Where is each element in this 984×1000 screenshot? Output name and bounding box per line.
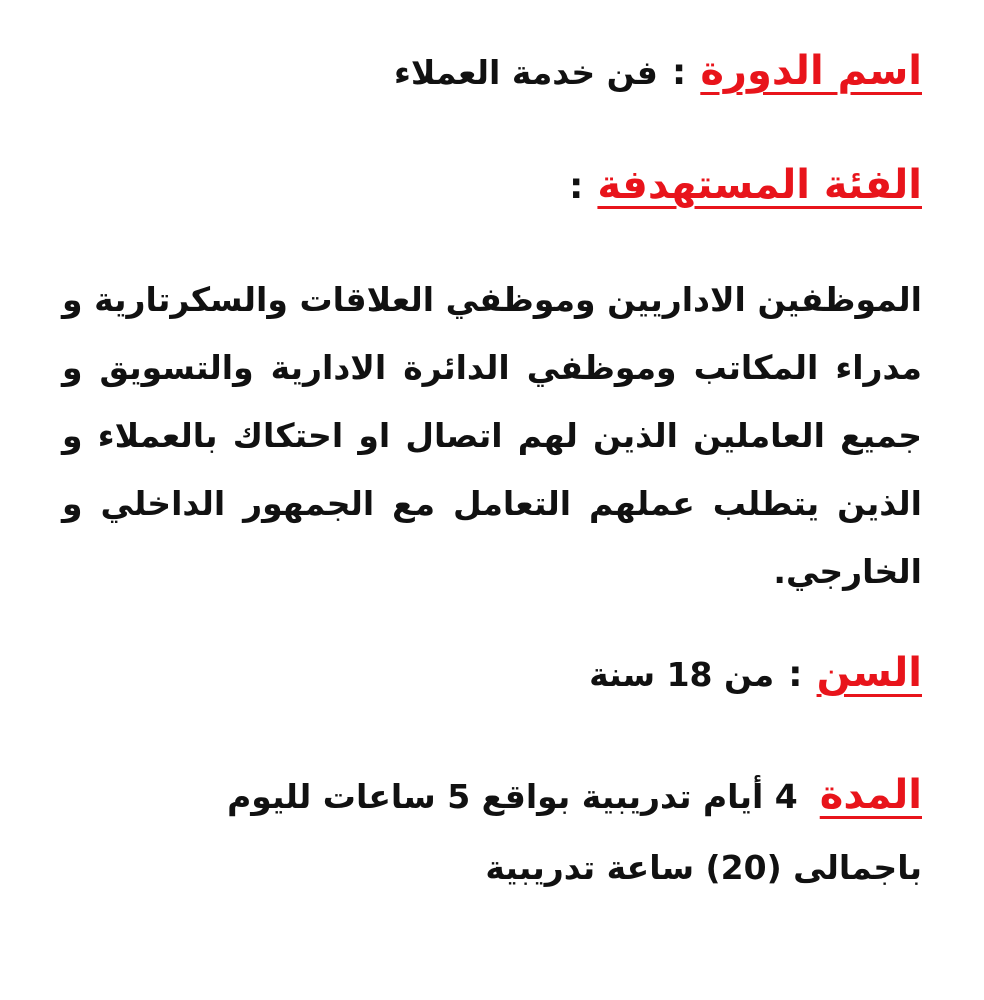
duration-value-line2: باجمالى (20) ساعة تدريبية (485, 848, 922, 887)
duration-row (227, 772, 922, 818)
course-name-row (394, 48, 922, 94)
target-group-line: مدراء المكاتب وموظفي الدائرة الادارية والتسويق و (62, 348, 922, 387)
target-group-row (555, 162, 922, 208)
target-group-separator: : (569, 166, 584, 207)
target-group-description (62, 266, 922, 606)
target-group-line: الخارجي. (773, 552, 922, 591)
course-name-label: اسم الدورة (700, 48, 922, 94)
course-name-separator: : (671, 52, 687, 93)
target-group-line: جميع العاملين الذين لهم اتصال او احتكاك بالعملاء و (62, 416, 922, 455)
duration-row-2 (485, 848, 922, 887)
age-row (589, 650, 922, 696)
age-separator: : (788, 654, 803, 695)
age-value: من 18 سنة (589, 655, 775, 694)
target-group-label: الفئة المستهدفة (597, 162, 922, 208)
age-label: السن (816, 650, 922, 696)
duration-value-line1: 4 أيام تدريبية بواقع 5 ساعات لليوم (227, 777, 798, 816)
target-group-line: الذين يتطلب عملهم التعامل مع الجمهور الداخلي و (62, 484, 922, 523)
target-group-line: الموظفين الاداريين وموظفي العلاقات والسكرتارية و (62, 280, 922, 319)
duration-label: المدة (819, 772, 922, 818)
course-name-value: فن خدمة العملاء (393, 53, 658, 92)
